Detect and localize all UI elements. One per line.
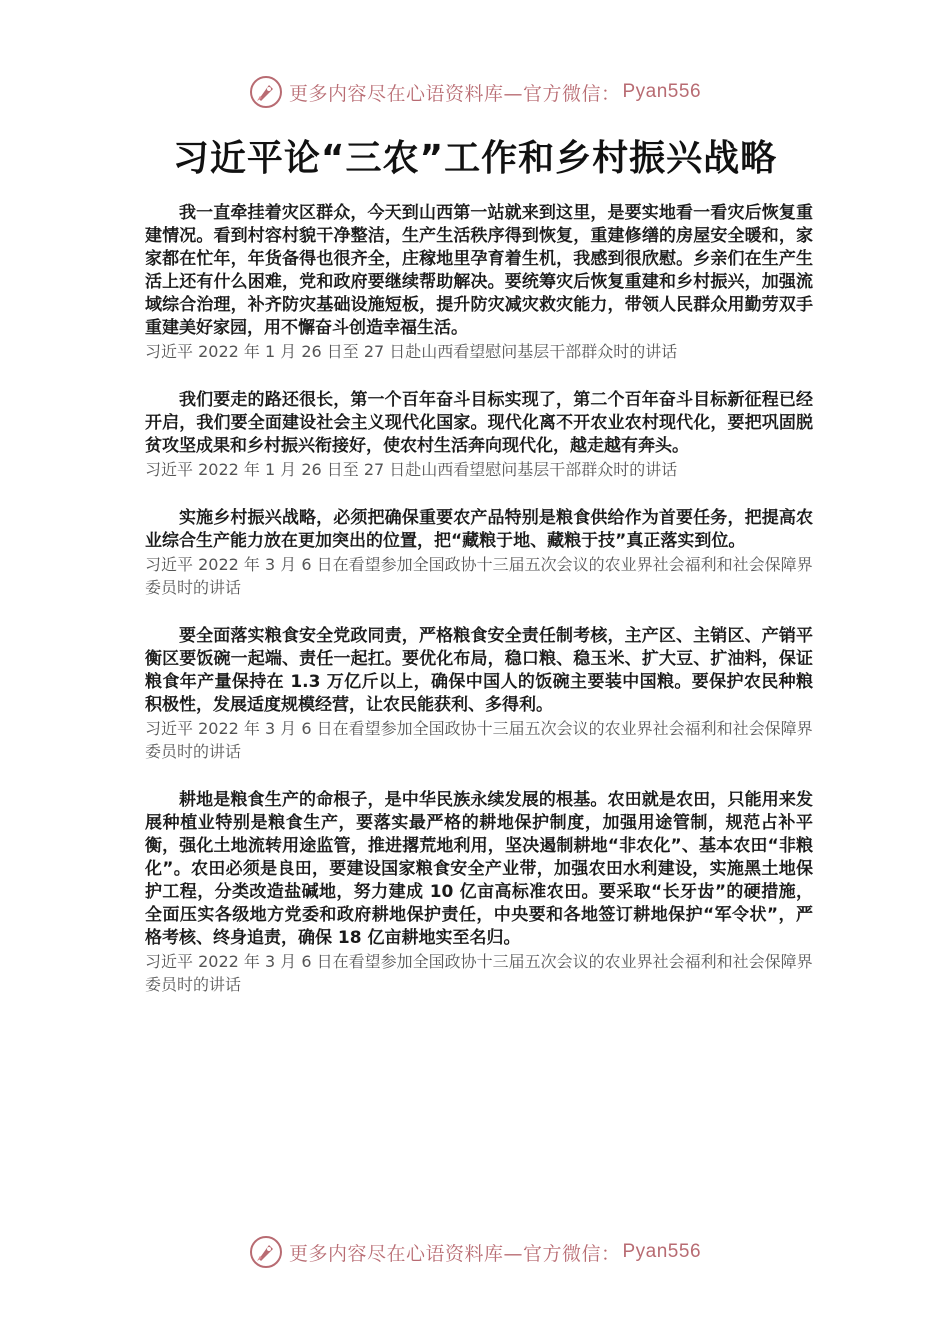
banner-text: 更多内容尽在心语资料库—官方微信： [288,82,621,105]
quote-block [145,625,813,763]
quote-source: 习近平 2022 年 1 月 26 日至 27 日赴山西看望慰问基层干部群众时的讲话 [145,460,678,479]
banner-wechat-id: Pyan556 [622,1241,702,1262]
rocket-logo-icon [249,75,283,109]
quote-text: 我一直牵挂着灾区群众，今天到山西第一站就来到这里，是要实地看一看灾后恢复重建情况。看到村容村貌干净整洁，生产生活秩序得到恢复，重建修缮的房屋安全暖和，家家都在忙年，年货备得也很齐全，庄稼地里孕育着生机，我感到很欣慰。乡亲们在生产生活上还有什么困难，党和政府要继续帮助解决。要统筹灾后恢复重建和乡村振兴，加强流域综合治理，补齐防灾基础设施短板，提升防灾减灾救灾能力，带领人民群众用勤劳双手重建美好家园，用不懈奋斗创造幸福生活。 [145,203,813,338]
document-title: 习近平论“三农”工作和乡村振兴战略 [172,138,778,179]
quote-block [145,202,813,363]
rocket-logo-icon [249,1235,283,1269]
quote-source: 习近平 2022 年 3 月 6 日在看望参加全国政协十三届五次会议的农业界社会福利和社会保障界委员时的讲话 [145,719,813,761]
quote-text: 实施乡村振兴战略，必须把确保重要农产品特别是粮食供给作为首要任务，把提高农业综合生产能力放在更加突出的位置，把“藏粮于地、藏粮于技”真正落实到位。 [145,508,813,551]
quote-source: 习近平 2022 年 1 月 26 日至 27 日赴山西看望慰问基层干部群众时的讲话 [145,342,678,361]
quote-block [145,789,813,996]
banner-wechat-id: Pyan556 [622,81,702,102]
quote-source: 习近平 2022 年 3 月 6 日在看望参加全国政协十三届五次会议的农业界社会福利和社会保障界委员时的讲话 [145,555,813,597]
quote-text: 我们要走的路还很长，第一个百年奋斗目标实现了，第二个百年奋斗目标新征程已经开启，我们要全面建设社会主义现代化国家。现代化离不开农业农村现代化，要把巩固脱贫攻坚成果和乡村振兴衔接好，使农村生活奔向现代化，越走越有奔头。 [145,390,813,456]
document-body [145,202,813,1022]
header-banner [0,72,950,112]
footer-banner [0,1232,950,1272]
quote-text: 耕地是粮食生产的命根子，是中华民族永续发展的根基。农田就是农田，只能用来发展种植业特别是粮食生产，要落实最严格的耕地保护制度，加强用途管制，规范占补平衡，强化土地流转用途监管，推进撂荒地利用，坚决遏制耕地“非农化”、基本农田“非粮化”。农田必须是良田，要建设国家粮食安全产业带，加强农田水利建设，实施黑土地保护工程，分类改造盐碱地，努力建成 10 亿亩高标准农田。要采取“长牙齿”的硬措施，全面压实各级地方党委和政府耕地保护责任，中央要和各地签订耕地保护“军令状”，严格考核、终身追责，确保 18 亿亩耕地实至名归。 [145,790,813,948]
quote-block [145,389,813,481]
quote-block [145,507,813,599]
quote-source: 习近平 2022 年 3 月 6 日在看望参加全国政协十三届五次会议的农业界社会福利和社会保障界委员时的讲话 [145,952,813,994]
quote-text: 要全面落实粮食安全党政同责，严格粮食安全责任制考核，主产区、主销区、产销平衡区要饭碗一起端、责任一起扛。要优化布局，稳口粮、稳玉米、扩大豆、扩油料，保证粮食年产量保持在 1.3 万亿斤以上，确保中国人的饭碗主要装中国粮。要保护农民种粮积极性，发展适度规模经营，让农民能获利、多得利。 [145,626,813,715]
banner-text: 更多内容尽在心语资料库—官方微信： [288,1242,621,1265]
